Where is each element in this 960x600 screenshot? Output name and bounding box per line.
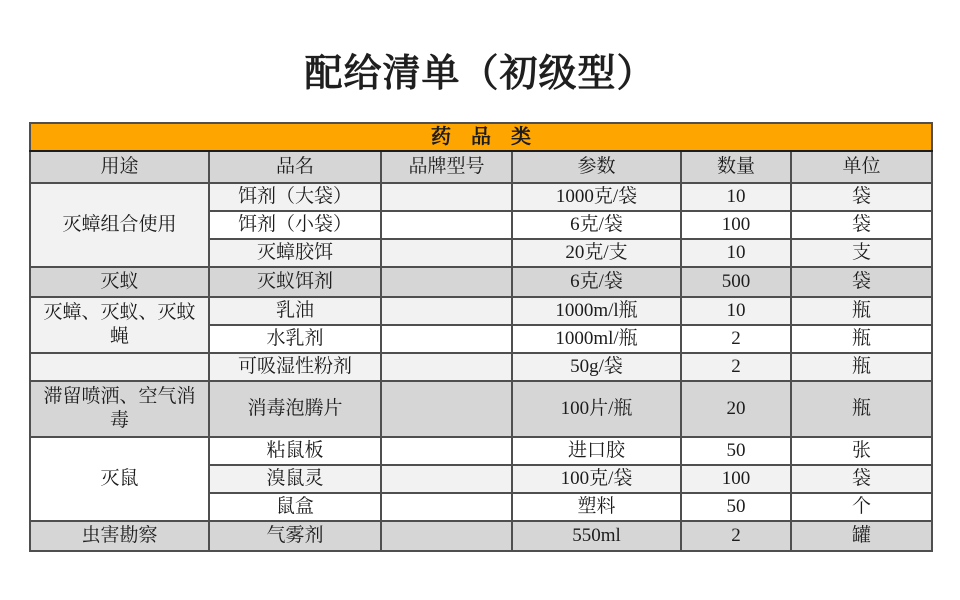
- table-row: [30, 521, 932, 551]
- cell-use: 灭鼠: [30, 437, 209, 521]
- cell-brand: [381, 211, 512, 239]
- cell-use: 灭蟑、灭蚁、灭蚊蝇: [30, 297, 209, 353]
- cell-brand: [381, 267, 512, 297]
- cell-param: 塑料: [512, 493, 681, 521]
- column-header-row: [30, 151, 932, 183]
- cell-name: 气雾剂: [209, 521, 381, 551]
- cell-brand: [381, 437, 512, 465]
- cell-qty: 2: [681, 521, 791, 551]
- cell-unit: 张: [791, 437, 932, 465]
- cell-brand: [381, 183, 512, 211]
- cell-name: 可吸湿性粉剂: [209, 353, 381, 381]
- cell-unit: 袋: [791, 211, 932, 239]
- cell-param: 50g/袋: [512, 353, 681, 381]
- cell-brand: [381, 381, 512, 437]
- cell-param: 1000克/袋: [512, 183, 681, 211]
- cell-brand: [381, 493, 512, 521]
- cell-param: 100克/袋: [512, 465, 681, 493]
- cell-unit: 袋: [791, 267, 932, 297]
- col-header-unit: 单位: [791, 151, 932, 183]
- cell-qty: 100: [681, 465, 791, 493]
- cell-name: 灭蚁饵剂: [209, 267, 381, 297]
- cell-unit: 袋: [791, 465, 932, 493]
- category-header-row: [30, 123, 932, 151]
- cell-param: 1000m/l瓶: [512, 297, 681, 325]
- cell-unit: 袋: [791, 183, 932, 211]
- col-header-name: 品名: [209, 151, 381, 183]
- col-header-use: 用途: [30, 151, 209, 183]
- cell-qty: 20: [681, 381, 791, 437]
- cell-unit: 瓶: [791, 325, 932, 353]
- cell-qty: 10: [681, 297, 791, 325]
- table-row: [30, 183, 932, 211]
- cell-use: 灭蟑组合使用: [30, 183, 209, 267]
- cell-name: 饵剂（小袋）: [209, 211, 381, 239]
- cell-param: 1000ml/瓶: [512, 325, 681, 353]
- cell-brand: [381, 325, 512, 353]
- cell-brand: [381, 297, 512, 325]
- cell-qty: 100: [681, 211, 791, 239]
- cell-brand: [381, 465, 512, 493]
- cell-unit: 瓶: [791, 353, 932, 381]
- col-header-param: 参数: [512, 151, 681, 183]
- cell-unit: 罐: [791, 521, 932, 551]
- cell-name: 粘鼠板: [209, 437, 381, 465]
- cell-qty: 2: [681, 353, 791, 381]
- cell-brand: [381, 521, 512, 551]
- table-row: [30, 353, 932, 381]
- cell-param: 6克/袋: [512, 267, 681, 297]
- cell-param: 100片/瓶: [512, 381, 681, 437]
- col-header-qty: 数量: [681, 151, 791, 183]
- cell-name: 乳油: [209, 297, 381, 325]
- cell-param: 20克/支: [512, 239, 681, 267]
- cell-unit: 个: [791, 493, 932, 521]
- cell-brand: [381, 353, 512, 381]
- page-title: 配给清单（初级型）: [304, 53, 656, 95]
- table-row: [30, 267, 932, 297]
- cell-use: 滞留喷洒、空气消毒: [30, 381, 209, 437]
- cell-unit: 瓶: [791, 381, 932, 437]
- cell-name: 消毒泡腾片: [209, 381, 381, 437]
- cell-qty: 2: [681, 325, 791, 353]
- cell-qty: 10: [681, 183, 791, 211]
- cell-unit: 瓶: [791, 297, 932, 325]
- cell-use: [30, 353, 209, 381]
- col-header-brand: 品牌型号: [381, 151, 512, 183]
- cell-use: 灭蚁: [30, 267, 209, 297]
- cell-name: 鼠盒: [209, 493, 381, 521]
- cell-use: 虫害勘察: [30, 521, 209, 551]
- cell-name: 水乳剂: [209, 325, 381, 353]
- cell-name: 饵剂（大袋）: [209, 183, 381, 211]
- table-row: [30, 437, 932, 465]
- table-row: [30, 381, 932, 437]
- cell-param: 6克/袋: [512, 211, 681, 239]
- table-row: [30, 297, 932, 325]
- cell-unit: 支: [791, 239, 932, 267]
- supply-table: [29, 122, 933, 552]
- cell-name: 灭蟑胶饵: [209, 239, 381, 267]
- cell-param: 550ml: [512, 521, 681, 551]
- cell-param: 进口胶: [512, 437, 681, 465]
- cell-qty: 500: [681, 267, 791, 297]
- cell-qty: 10: [681, 239, 791, 267]
- cell-qty: 50: [681, 493, 791, 521]
- category-header: 药 品 类: [30, 123, 932, 151]
- cell-brand: [381, 239, 512, 267]
- cell-name: 溴鼠灵: [209, 465, 381, 493]
- cell-qty: 50: [681, 437, 791, 465]
